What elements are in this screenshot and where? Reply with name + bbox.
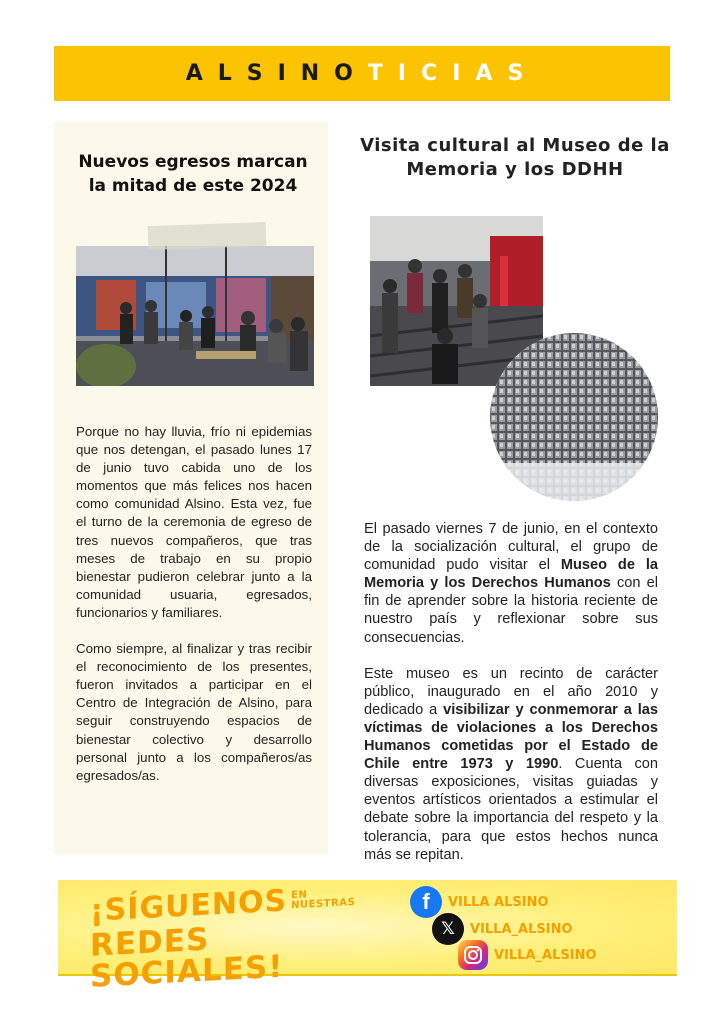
slogan-line2: REDES SOCIALES!: [90, 921, 284, 995]
masthead-banner: [54, 46, 670, 101]
left-article-paragraph-1: Porque no hay lluvia, frío ni epidemias que nos detengan, el pasado lunes 17 de junio tuvo cabida uno de los momentos que más felices nos hacen como comunidad Alsino. Esta vez, fue el turno de la ceremonia de egreso de tres nuevos compañeros, que tras meses de trabajo en su propio bienestar pudieron celebrar junto a la comunidad usuaria, egresados, funcionarios y familiares.: [76, 424, 312, 620]
right-p2-bold: visibilizar y conmemorar a las víctimas de violaciones a los Derechos Humanos cometidas por el Estado de Chile entre 1973 y 1990: [364, 701, 658, 773]
right-p1-text-a: El pasado viernes 7 de junio, en el contexto de la socialización cultural, el grupo de comunidad pudo visitar el: [364, 521, 658, 574]
ceremony-photo: [76, 246, 314, 386]
slogan-small: EN NUESTRAS: [291, 889, 356, 912]
follow-us-slogan: [90, 883, 356, 995]
memorial-wall-photo: [490, 333, 658, 501]
right-p2-text-c: . Cuenta con diversas exposiciones, visitas guiadas y eventos artísticos orientados a estimular el debate sobre la importancia del respeto y la tolerancia, para que estos hechos nunca más se repitan.: [364, 756, 658, 863]
slogan-line1: ¡SÍGUENOS: [90, 883, 288, 929]
instagram-icon: [458, 940, 488, 970]
left-article-body: [76, 423, 312, 785]
facebook-icon: f: [410, 886, 442, 918]
right-article-body: [364, 520, 658, 864]
right-p1-text-c: con el fin de aprender sobre la historia reciente de nuestro país y reflexionar sobre sus consecuencias.: [364, 575, 658, 646]
masthead-title-part1: ALSINO: [185, 61, 368, 86]
facebook-handle: VILLA ALSINO: [448, 894, 549, 910]
left-article-title: Nuevos egresos marcan la mitad de este 2024: [78, 152, 308, 196]
ceremony-photo-illustration: [76, 246, 314, 386]
right-article-paragraph-2: [364, 665, 658, 864]
right-article-paragraph-1: [364, 520, 658, 647]
x-handle: VILLA_ALSINO: [470, 921, 573, 937]
instagram-link[interactable]: [458, 940, 597, 970]
left-article-paragraph-2: Como siempre, al finalizar y tras recibir el reconocimiento de los presentes, fueron invitados a participar en el Centro de Integración de Alsino, para seguir construyendo espacios de bienestar colectivo y desarrollo personal junto a los compañeros/as egresados/as.: [76, 641, 312, 783]
memorial-wall-illustration: [490, 333, 658, 501]
instagram-handle: VILLA_ALSINO: [494, 947, 597, 963]
instagram-glyph: [463, 945, 483, 965]
right-p1-bold: Museo de la Memoria y los Derechos Humanos: [364, 557, 658, 592]
masthead-title-part2: TICIAS: [367, 61, 539, 86]
right-p2-text-a: Este museo es un recinto de carácter público, inaugurado en el año 2010 y dedicado a: [364, 665, 658, 718]
right-article-title: Visita cultural al Museo de la Memoria y los DDHH: [360, 135, 670, 180]
x-icon: 𝕏: [432, 913, 464, 945]
photo-tape-decoration: [148, 222, 267, 250]
